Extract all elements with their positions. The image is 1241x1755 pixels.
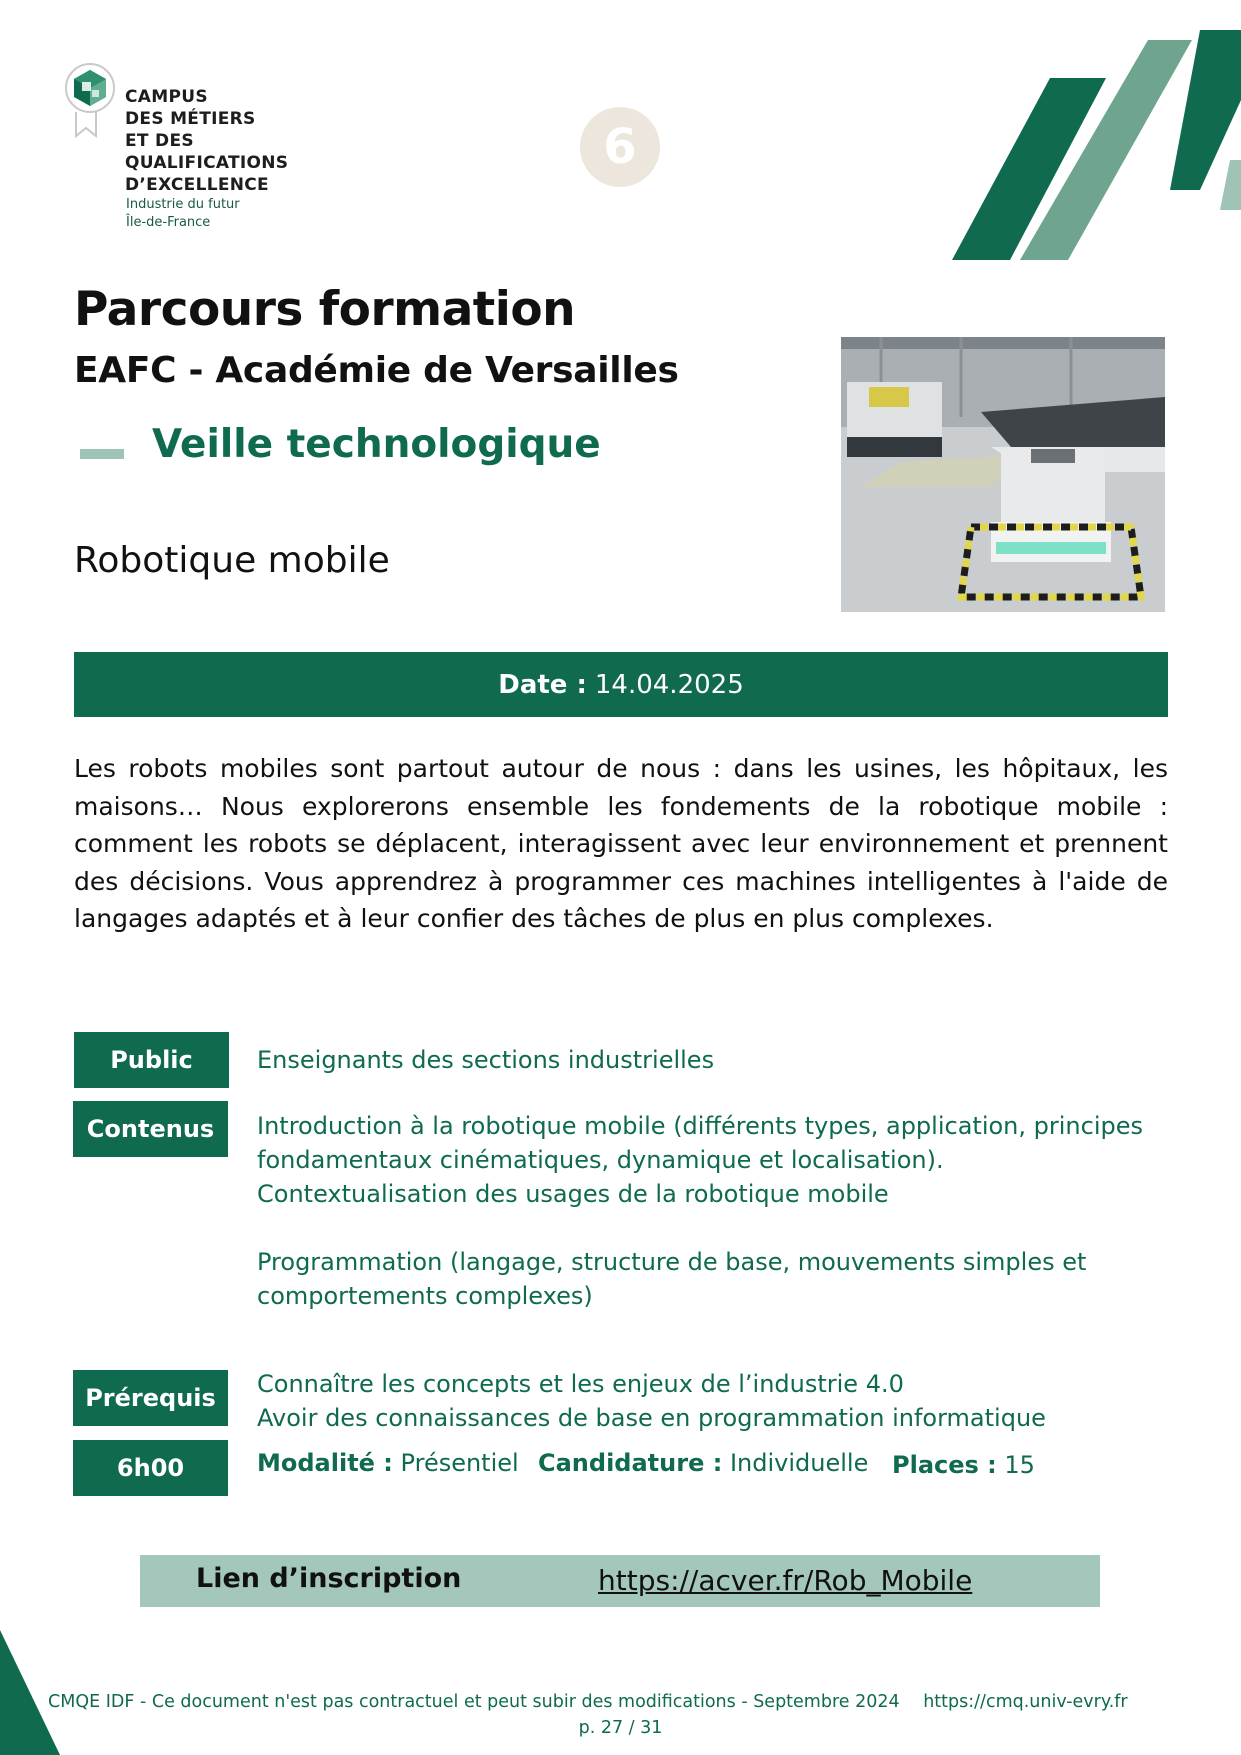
campus-logo-text — [125, 86, 288, 196]
places — [892, 1451, 1035, 1479]
category-title: Veille technologique — [152, 422, 601, 467]
logo-line: DES MÉTIERS — [125, 109, 256, 129]
contenus-paragraph: Introduction à la robotique mobile (différents types, application, principes fondamentaux cinématiques, dynamique et localisation). Contextualisation des usages de la robotique mobile — [257, 1112, 1143, 1208]
logo-subtitle: Industrie du futur — [126, 197, 240, 212]
modalite — [257, 1449, 519, 1477]
inscription-link[interactable]: https://acver.fr/Rob_Mobile — [598, 1564, 973, 1597]
places-value: 15 — [1004, 1451, 1035, 1479]
footer-text: CMQE IDF - Ce document n'est pas contractuel et peut subir des modifications - Septembre 2024 — [48, 1692, 900, 1712]
course-description: Les robots mobiles sont partout autour de nous : dans les usines, les hôpitaux, les maisons… Nous explorerons ensemble les fondements de la robotique mobile : comment les robots se déplacent, interagissent avec leur environnement et prennent des décisions. Vous apprendrez à programmer ces machines intelligentes à l'aide de langages adaptés et à leur confier des tâches de plus en plus complexes. — [74, 754, 1168, 933]
modalite-value: Présentiel — [400, 1449, 519, 1477]
prerequis-label: Prérequis — [73, 1370, 228, 1426]
page-title: Parcours formation — [74, 282, 576, 337]
category-dash — [80, 449, 124, 459]
candidature-value: Individuelle — [729, 1449, 869, 1477]
logo-line: ET DES — [125, 131, 194, 151]
duration-label: 6h00 — [73, 1440, 228, 1496]
date-value: 14.04.2025 — [594, 669, 744, 700]
logo-line: D’EXCELLENCE — [125, 175, 269, 195]
date-label: Date : — [498, 669, 587, 700]
candidature-label: Candidature : — [538, 1449, 723, 1477]
course-title: Robotique mobile — [74, 540, 390, 581]
logo-region: Île-de-France — [126, 215, 211, 230]
date-bar — [74, 652, 1168, 717]
page-number: p. 27 / 31 — [578, 1718, 663, 1738]
contenus-label: Contenus — [73, 1101, 228, 1157]
footer — [48, 1692, 1128, 1712]
logo-line: CAMPUS — [125, 87, 208, 107]
prerequis-value — [257, 1367, 1157, 1435]
robot-photo — [841, 337, 1165, 612]
logo-line: QUALIFICATIONS — [125, 153, 289, 173]
public-label: Public — [74, 1032, 229, 1088]
campus-logo-icon — [62, 62, 122, 140]
candidature — [538, 1449, 868, 1477]
course-number-badge: 6 — [580, 107, 660, 187]
public-value: Enseignants des sections industrielles — [257, 1046, 715, 1074]
places-label: Places : — [892, 1451, 997, 1479]
decorative-stripes — [900, 20, 1241, 260]
prerequis-line: Connaître les concepts et les enjeux de l’industrie 4.0 — [257, 1370, 904, 1398]
organisation-title: EAFC - Académie de Versailles — [74, 350, 679, 391]
contenus-value — [257, 1109, 1157, 1313]
inscription-label: Lien d’inscription — [196, 1563, 462, 1594]
contenus-paragraph: Programmation (langage, structure de base, mouvements simples et comportements complexes) — [257, 1248, 1087, 1310]
prerequis-line: Avoir des connaissances de base en programmation informatique — [257, 1404, 1046, 1432]
footer-url[interactable]: https://cmq.univ-evry.fr — [923, 1692, 1128, 1712]
modalite-label: Modalité : — [257, 1449, 393, 1477]
